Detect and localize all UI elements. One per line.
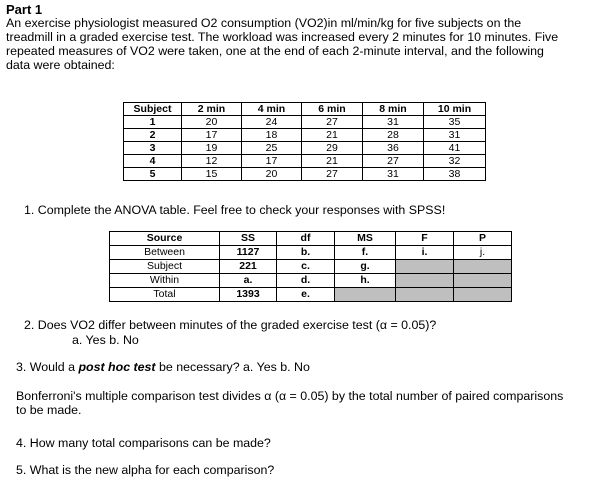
shaded-cell	[454, 274, 512, 288]
data-table-header-row	[124, 103, 486, 116]
table-cell: 28	[363, 129, 424, 142]
source-cell: Subject	[110, 260, 220, 274]
question-3-suffix: be necessary? a. Yes b. No	[155, 360, 310, 374]
intro-line: treadmill in a graded exercise test. The workload was increased every 2 minutes for 10 minutes. Five	[6, 30, 559, 44]
df-cell: e.	[277, 288, 335, 302]
table-cell: 17	[242, 155, 302, 168]
table-cell: 20	[182, 116, 242, 129]
ms-cell: h.	[335, 274, 396, 288]
anova-table	[109, 231, 512, 302]
f-cell: i.	[396, 246, 454, 260]
shaded-cell	[396, 288, 454, 302]
col-header: 2 min	[182, 103, 242, 116]
col-header: P	[454, 232, 512, 246]
table-row	[124, 129, 486, 142]
table-cell: 21	[302, 129, 363, 142]
table-row	[124, 168, 486, 181]
table-cell: 24	[242, 116, 302, 129]
col-header: 4 min	[242, 103, 302, 116]
question-2-options: a. Yes b. No	[72, 333, 139, 347]
table-row	[110, 260, 512, 274]
ms-cell: f.	[335, 246, 396, 260]
source-cell: Within	[110, 274, 220, 288]
bonferroni-line: to be made.	[16, 403, 82, 417]
col-header: 6 min	[302, 103, 363, 116]
table-cell: 25	[242, 142, 302, 155]
table-row	[124, 142, 486, 155]
table-cell: 41	[424, 142, 486, 155]
question-4: 4. How many total comparisons can be made?	[16, 436, 271, 450]
col-header: Subject	[124, 103, 182, 116]
intro-line: data were obtained:	[6, 58, 115, 72]
table-cell: 15	[182, 168, 242, 181]
shaded-cell	[335, 288, 396, 302]
table-cell: 38	[424, 168, 486, 181]
table-cell: 3	[124, 142, 182, 155]
part-title: Part 1	[6, 2, 43, 17]
df-cell: b.	[277, 246, 335, 260]
p-cell: j.	[454, 246, 512, 260]
question-5: 5. What is the new alpha for each comparison?	[16, 463, 275, 477]
table-cell: 32	[424, 155, 486, 168]
col-header: 8 min	[363, 103, 424, 116]
col-header: Source	[110, 232, 220, 246]
table-cell: 20	[242, 168, 302, 181]
table-row	[110, 246, 512, 260]
table-cell: 17	[182, 129, 242, 142]
table-cell: 31	[363, 168, 424, 181]
df-cell: c.	[277, 260, 335, 274]
table-cell: 4	[124, 155, 182, 168]
table-cell: 5	[124, 168, 182, 181]
source-cell: Total	[110, 288, 220, 302]
ss-cell: 221	[220, 260, 277, 274]
question-2: 2. Does VO2 differ between minutes of the graded exercise test (α = 0.05)?	[24, 318, 437, 332]
table-row	[110, 274, 512, 288]
ss-cell: 1393	[220, 288, 277, 302]
table-cell: 18	[242, 129, 302, 142]
col-header: F	[396, 232, 454, 246]
table-cell: 35	[424, 116, 486, 129]
col-header: df	[277, 232, 335, 246]
table-cell: 2	[124, 129, 182, 142]
table-cell: 27	[302, 168, 363, 181]
bonferroni-paragraph	[16, 389, 601, 417]
table-cell: 1	[124, 116, 182, 129]
table-cell: 36	[363, 142, 424, 155]
question-3-emphasis: post hoc test	[78, 360, 156, 374]
table-row	[110, 288, 512, 302]
intro-line: An exercise physiologist measured O2 consumption (VO2)in ml/min/kg for five subjects on the	[6, 16, 522, 30]
intro-line: repeated measures of VO2 were taken, one at the end of each 2-minute interval, and the following	[6, 44, 544, 58]
source-cell: Between	[110, 246, 220, 260]
shaded-cell	[454, 260, 512, 274]
vo2-data-table	[123, 102, 486, 181]
df-cell: d.	[277, 274, 335, 288]
ms-cell: g.	[335, 260, 396, 274]
bonferroni-line: Bonferroni's multiple comparison test divides α (α = 0.05) by the total number of paired comparisons	[16, 389, 564, 403]
anova-header-row	[110, 232, 512, 246]
question-3	[16, 360, 310, 374]
table-cell: 29	[302, 142, 363, 155]
table-row	[124, 155, 486, 168]
table-cell: 21	[302, 155, 363, 168]
table-cell: 31	[363, 116, 424, 129]
table-cell: 12	[182, 155, 242, 168]
ss-cell: a.	[220, 274, 277, 288]
question-1: 1. Complete the ANOVA table. Feel free to check your responses with SPSS!	[24, 203, 446, 217]
ss-cell: 1127	[220, 246, 277, 260]
intro-paragraph	[6, 16, 602, 72]
table-row	[124, 116, 486, 129]
col-header: MS	[335, 232, 396, 246]
table-cell: 31	[424, 129, 486, 142]
question-3-prefix: 3. Would a	[16, 360, 79, 374]
shaded-cell	[396, 274, 454, 288]
shaded-cell	[396, 260, 454, 274]
table-cell: 27	[302, 116, 363, 129]
table-cell: 27	[363, 155, 424, 168]
col-header: SS	[220, 232, 277, 246]
shaded-cell	[454, 288, 512, 302]
col-header: 10 min	[424, 103, 486, 116]
table-cell: 19	[182, 142, 242, 155]
